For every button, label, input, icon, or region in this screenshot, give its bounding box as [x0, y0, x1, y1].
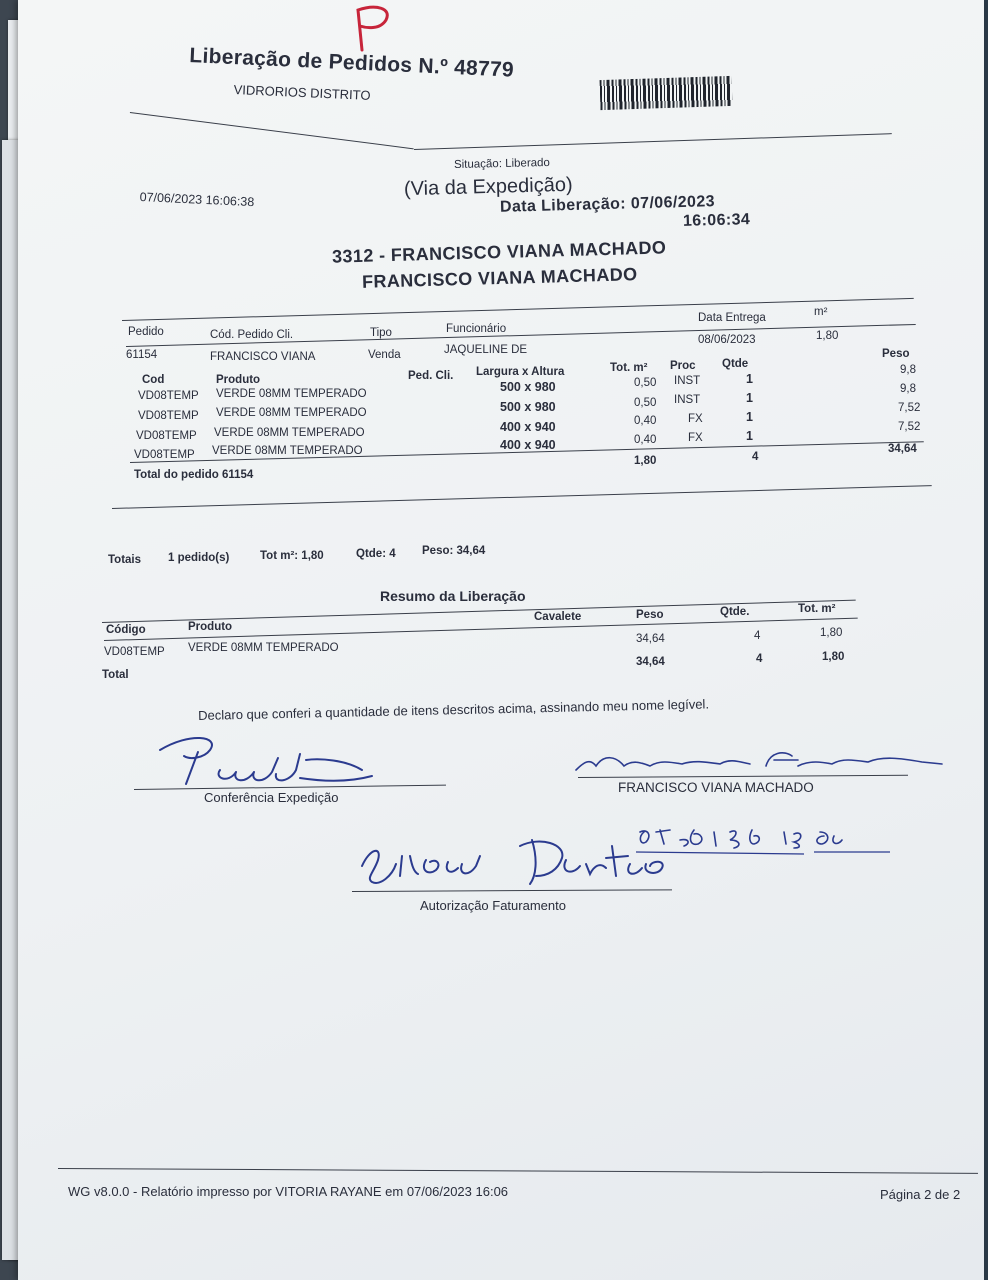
summary-total-tot-m2: 1,80 [822, 651, 845, 663]
item-peso: 9,8 [900, 383, 916, 395]
hdr-funcionario: Funcionário [446, 323, 507, 335]
item-hdr-proc: Proc [670, 360, 696, 372]
order-total-peso: 34,64 [888, 443, 917, 455]
item-hdr-medidas: Largura x Altura [476, 366, 565, 378]
val-m2: 1,80 [816, 330, 839, 342]
item-proc: FX [688, 413, 703, 425]
item-hdr-qtde: Qtde [722, 358, 749, 370]
val-funcionario: JAQUELINE DE [444, 344, 528, 356]
summary-hdr-cavalete: Cavalete [534, 611, 582, 623]
item-cod: VD08TEMP [136, 430, 197, 442]
barcode [600, 76, 733, 110]
hdr-pedido: Pedido [128, 326, 164, 338]
item-peso: 7,52 [898, 421, 921, 433]
val-pedido: 61154 [126, 349, 158, 361]
hdr-cod-pedido-cli: Cód. Pedido Cli. [210, 329, 294, 341]
item-produto: VERDE 08MM TEMPERADO [216, 407, 367, 419]
item-produto: VERDE 08MM TEMPERADO [214, 427, 365, 439]
totals-label: Totais [108, 554, 142, 566]
header-rule [414, 133, 892, 150]
caption-conferencia: Conferência Expedição [204, 790, 339, 805]
document-page [18, 0, 984, 1280]
order-total-label: Total do pedido 61154 [134, 469, 254, 481]
summary-hdr-codigo: Código [106, 624, 146, 636]
caption-cliente: FRANCISCO VIANA MACHADO [618, 780, 814, 795]
header-rule [130, 112, 414, 149]
item-medidas: 500 x 980 [500, 400, 556, 414]
handwritten-p-mark [336, 2, 406, 54]
item-produto: VERDE 08MM TEMPERADO [212, 445, 363, 457]
client-line-1: 3312 - FRANCISCO VIANA MACHADO [331, 237, 667, 267]
document-title: Liberação de Pedidos N.º 48779 [188, 44, 515, 82]
footer-rule [58, 1168, 978, 1174]
summary-row-tot-m2: 1,80 [820, 627, 843, 639]
item-proc: INST [674, 394, 701, 406]
footer-left: WG v8.0.0 - Relatório impresso por VITORIA RAYANE em 07/06/2023 16:06 [68, 1184, 509, 1199]
release-date: Data Liberação: 07/06/2023 [499, 193, 716, 216]
caption-autorizacao: Autorização Faturamento [420, 898, 566, 913]
order-total-m2: 1,80 [634, 455, 657, 467]
totals-m2: Tot m²: 1,80 [260, 550, 324, 562]
summary-row-peso: 34,64 [636, 633, 665, 645]
summary-row-qtde: 4 [754, 630, 761, 642]
item-peso: 7,52 [898, 402, 921, 414]
item-cod: VD08TEMP [134, 449, 195, 461]
item-medidas: 400 x 940 [500, 420, 556, 434]
declaration-text: Declaro que conferi a quantidade de itens descritos acima, assinando meu nome legível. [198, 696, 710, 723]
item-peso: 9,8 [900, 364, 916, 376]
item-hdr-produto: Produto [216, 374, 261, 386]
summary-total-peso: 34,64 [636, 656, 665, 668]
hdr-m2: m² [814, 306, 828, 318]
summary-hdr-produto: Produto [188, 621, 233, 633]
item-proc: FX [688, 432, 703, 444]
summary-hdr-peso: Peso [636, 609, 664, 621]
signature-conferencia [150, 730, 390, 790]
release-time: 16:06:34 [682, 211, 751, 230]
item-medidas: 500 x 980 [500, 380, 556, 394]
order-top-rule [122, 298, 914, 321]
item-produto: VERDE 08MM TEMPERADO [216, 388, 367, 400]
summary-row-codigo: VD08TEMP [104, 646, 165, 658]
item-hdr-cod: Cod [142, 374, 165, 386]
summary-total-qtde: 4 [756, 653, 763, 665]
item-tot-m2: 0,50 [634, 377, 657, 389]
summary-hdr-qtde: Qtde. [720, 606, 750, 618]
item-qtde: 1 [746, 372, 753, 386]
item-cod: VD08TEMP [138, 390, 199, 402]
item-qtde: 1 [746, 429, 753, 443]
item-hdr-ped-cli: Ped. Cli. [408, 370, 454, 382]
hdr-tipo: Tipo [370, 327, 392, 339]
item-cod: VD08TEMP [138, 410, 199, 422]
totals-pedidos: 1 pedido(s) [168, 552, 230, 564]
totals-qtde: Qtde: 4 [356, 548, 396, 560]
footer-page: Página 2 de 2 [880, 1187, 961, 1202]
val-tipo: Venda [368, 349, 401, 361]
summary-hdr-tot-m2: Tot. m² [798, 603, 836, 615]
item-hdr-tot-m2: Tot. m² [610, 362, 648, 374]
status-text: Situação: Liberado [453, 156, 551, 172]
copy-label: (Via da Expedição) [403, 173, 573, 201]
item-medidas: 400 x 940 [500, 438, 556, 452]
item-hdr-peso: Peso [882, 348, 910, 360]
item-proc: INST [674, 375, 701, 387]
item-tot-m2: 0,40 [634, 434, 657, 446]
val-data-entrega: 08/06/2023 [698, 334, 756, 346]
printed-timestamp: 07/06/2023 16:06:38 [139, 190, 255, 210]
order-bottom-rule [112, 485, 932, 509]
hdr-data-entrega: Data Entrega [698, 312, 766, 324]
item-tot-m2: 0,50 [634, 397, 657, 409]
val-cod-pedido-cli: FRANCISCO VIANA [210, 351, 316, 363]
client-line-2: FRANCISCO VIANA MACHADO [361, 264, 638, 292]
totals-peso: Peso: 34,64 [422, 545, 486, 557]
item-tot-m2: 0,40 [634, 415, 657, 427]
order-total-qtde: 4 [752, 451, 759, 463]
summary-title: Resumo da Liberação [380, 588, 526, 604]
signature-autorizacao [352, 826, 682, 892]
summary-total-label: Total [102, 669, 129, 681]
item-qtde: 1 [746, 391, 753, 405]
item-qtde: 1 [746, 410, 753, 424]
company-name: VIDRORIOS DISTRITO [233, 82, 371, 103]
summary-row-produto: VERDE 08MM TEMPERADO [188, 642, 339, 654]
